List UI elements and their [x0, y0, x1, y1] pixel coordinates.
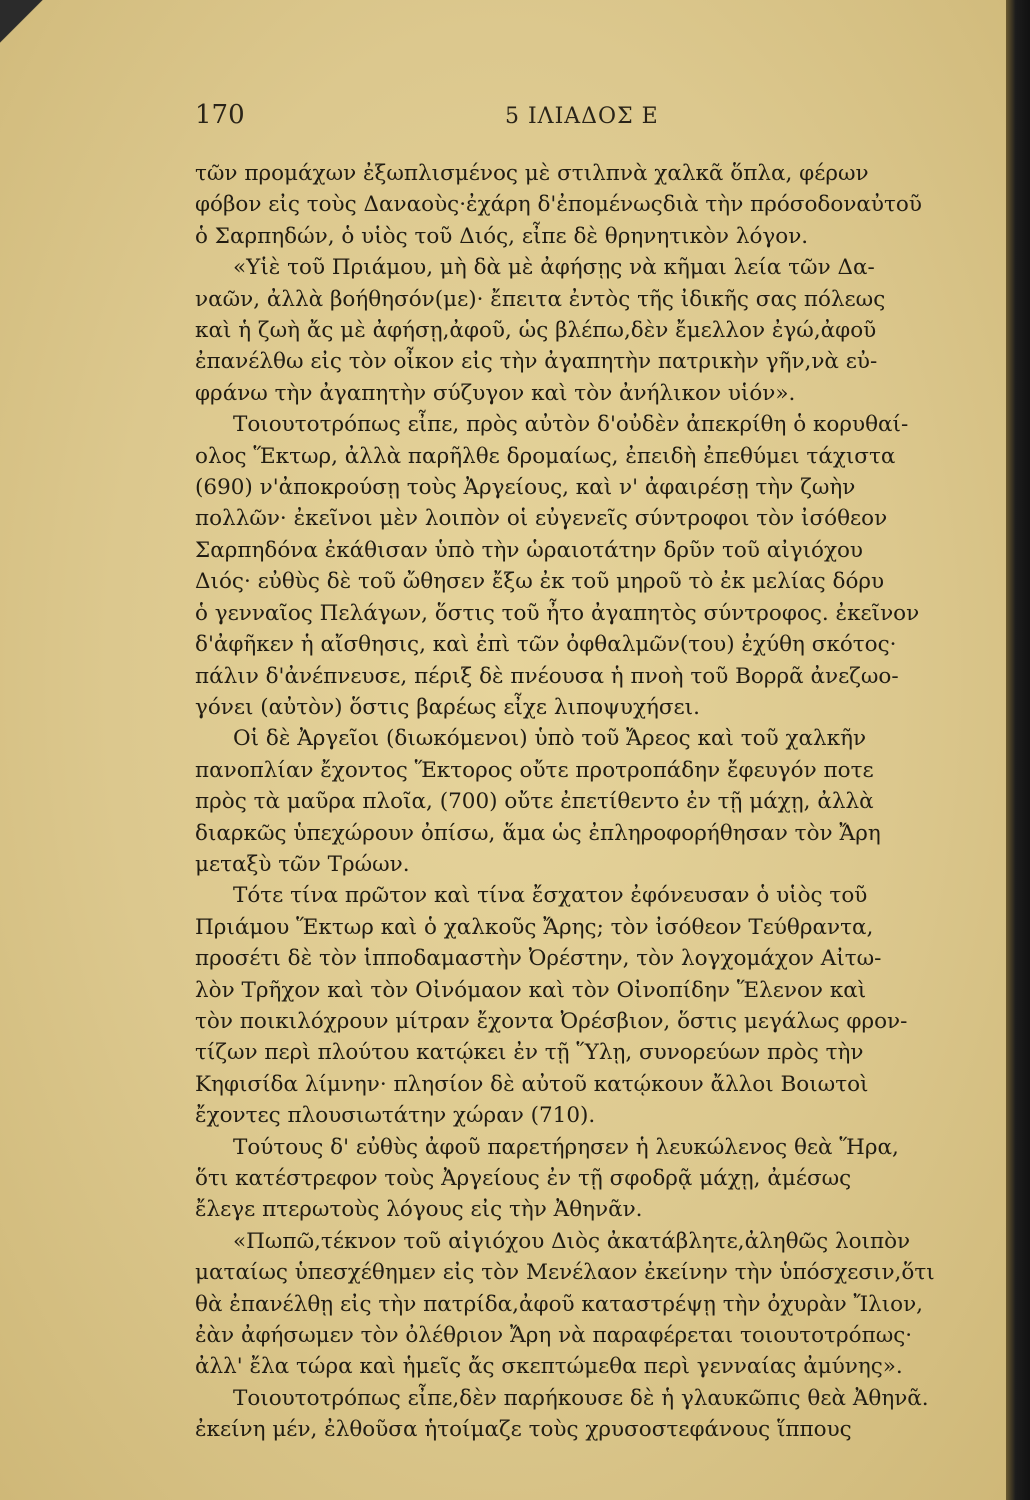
text-line: Κηφισίδα λίμνην· πλησίον δὲ αὐτοῦ κατῴκουν ἄλλοι Βοιωτοὶ	[195, 1071, 869, 1097]
body-text	[195, 158, 940, 1446]
text-line: ὁ γενναῖος Πελάγων, ὅστις τοῦ ἦτο ἀγαπητὸς σύντροφος. ἐκεῖνον	[195, 600, 920, 626]
text-line: θὰ ἐπανέλθῃ εἰς τὴν πατρίδα,ἀφοῦ καταστρέψῃ τὴν ὀχυρὰν Ἴλιον,	[195, 1291, 924, 1317]
text-line: προσέτι δὲ τὸν ἱπποδαμαστὴν Ὀρέστην, τὸν λογχομάχον Αἰτω-	[195, 946, 882, 972]
text-line: γόνει (αὐτὸν) ὅστις βαρέως εἶχε λιποψυχήσει.	[195, 694, 700, 720]
text-line: ἀλλ' ἔλα τώρα καὶ ἡμεῖς ἄς σκεπτώμεθα περὶ γενναίας ἀμύνης».	[195, 1354, 903, 1380]
text-line: Τότε τίνα πρῶτον καὶ τίνα ἔσχατον ἐφόνευσαν ὁ υἱὸς τοῦ	[233, 883, 868, 909]
text-line: διαρκῶς ὑπεχώρουν ὀπίσω, ἅμα ὡς ἐπληροφορήθησαν τὸν Ἄρη	[195, 820, 881, 846]
text-line: πρὸς τὰ μαῦρα πλοῖα, (700) οὔτε ἐπετίθεντο ἐν τῇ μάχῃ, ἀλλὰ	[195, 789, 874, 815]
text-line: τὸν ποικιλόχρουν μίτραν ἔχοντα Ὀρέσβιον, ὅστις μεγάλως φρον-	[195, 1008, 908, 1034]
torn-corner	[0, 0, 70, 50]
text-line: λὸν Τρῆχον καὶ τὸν Οἰνόμαον καὶ τὸν Οἰνοπίδην Ἕλενον καὶ	[195, 977, 867, 1003]
text-line: ματαίως ὑπεσχέθημεν εἰς τὸν Μενέλαον ἐκείνην τὴν ὑπόσχεσιν,ὅτι	[195, 1260, 935, 1286]
text-line: πολλῶν· ἐκεῖνοι μὲν λοιπὸν οἱ εὐγενεῖς σύντροφοι τὸν ἰσόθεον	[195, 506, 888, 532]
text-line: ἔχοντες πλουσιωτάτην χώραν (710).	[195, 1103, 596, 1129]
text-line: φόβον εἰς τοὺς Δαναοὺς·ἐχάρη δ'ἐπομένωςδιὰ τὴν πρόσοδοναὐτοῦ	[195, 192, 922, 218]
text-line: «Υἱὲ τοῦ Πριάμου, μὴ δὰ μὲ ἀφήσῃς νὰ κῆμαι λεία τῶν Δα-	[233, 255, 875, 281]
text-line: Τοιουτοτρόπως εἶπε, πρὸς αὐτὸν δ'οὐδὲν ἀπεκρίθη ὁ κορυθαί-	[233, 412, 909, 438]
text-line: Διός· εὐθὺς δὲ τοῦ ὤθησεν ἔξω ἐκ τοῦ μηροῦ τὸ ἐκ μελίας δόρυ	[195, 569, 885, 595]
text-line: φράνω τὴν ἀγαπητὴν σύζυγον καὶ τὸν ἀνήλικον υἱόν».	[195, 380, 796, 406]
text-line: ὁ Σαρπηδών, ὁ υἱὸς τοῦ Διός, εἶπε δὲ θρηνητικὸν λόγον.	[195, 223, 809, 249]
book-spine-edge	[1006, 0, 1030, 1500]
text-line: ἐκείνη μέν, ἐλθοῦσα ἡτοίμαζε τοὺς χρυσοστεφάνους ἵππους	[195, 1417, 852, 1443]
text-line: Σαρπηδόνα ἐκάθισαν ὑπὸ τὴν ὡραιοτάτην δρῦν τοῦ αἰγιόχου	[195, 537, 863, 563]
page-header	[195, 100, 935, 140]
text-line: ὅτι κατέστρεφον τοὺς Ἀργείους ἐν τῇ σφοδρᾷ μάχῃ, ἀμέσως	[195, 1166, 852, 1191]
text-line: (690) ν'ἀποκρούσῃ τοὺς Ἀργείους, καὶ ν' ἀφαιρέσῃ τὴν ζωὴν	[195, 475, 856, 501]
running-title: 5 ΙΛΙΑΔΟΣ Ε	[505, 104, 659, 129]
text-line: ολος Ἕκτωρ, ἀλλὰ παρῆλθε δρομαίως, ἐπειδὴ ἐπεθύμει τάχιστα	[195, 443, 896, 469]
text-line: ναῶν, ἀλλὰ βοήθησόν(με)· ἔπειτα ἐντὸς τῆς ἰδικῆς σας πόλεως	[195, 286, 886, 312]
text-line: ἔλεγε πτερωτοὺς λόγους εἰς τὴν Ἀθηνᾶν.	[195, 1197, 643, 1223]
page-number: 170	[195, 100, 245, 130]
text-line: «Πωπῶ,τέκνον τοῦ αἰγιόχου Διὸς ἀκατάβλητε,ἀληθῶς λοιπὸν	[233, 1228, 911, 1254]
text-line: πανοπλίαν ἔχοντος Ἕκτορος οὔτε προτροπάδην ἔφευγόν ποτε	[195, 757, 874, 783]
text-line: Τούτους δ' εὐθὺς ἀφοῦ παρετήρησεν ἡ λευκώλενος θεὰ Ἥρα,	[233, 1134, 899, 1160]
text-line: μεταξὺ τῶν Τρώων.	[195, 851, 410, 877]
text-line: καὶ ἡ ζωὴ ἄς μὲ ἀφήσῃ,ἀφοῦ, ὡς βλέπω,δὲν ἔμελλον ἐγώ,ἀφοῦ	[195, 318, 877, 344]
text-line: τίζων περὶ πλούτου κατῴκει ἐν τῇ Ὕλῃ, συνορεύων πρὸς τὴν	[195, 1040, 864, 1066]
text-line: δ'ἀφῆκεν ἡ αἴσθησις, καὶ ἐπὶ τῶν ὀφθαλμῶν(του) ἐχύθη σκότος·	[195, 632, 897, 658]
text-line: ἐὰν ἀφήσωμεν τὸν ὀλέθριον Ἄρη νὰ παραφέρεται τοιουτοτρόπως·	[195, 1323, 913, 1349]
text-line: Οἱ δὲ Ἀργεῖοι (διωκόμενοι) ὑπὸ τοῦ Ἄρεος καὶ τοῦ χαλκῆν	[233, 726, 867, 752]
text-line: Πριάμου Ἕκτωρ καὶ ὁ χαλκοῦς Ἄρης; τὸν ἰσόθεον Τεύθραντα,	[195, 914, 874, 940]
text-line: ἐπανέλθω εἰς τὸν οἶκον εἰς τὴν ἀγαπητὴν πατρικὴν γῆν,νὰ εὐ-	[195, 349, 878, 375]
text-line: τῶν προμάχων ἐξωπλισμένος μὲ στιλπνὰ χαλκᾶ ὅπλα, φέρων	[195, 161, 869, 186]
text-line: Τοιουτοτρόπως εἶπε,δὲν παρήκουσε δὲ ἡ γλαυκῶπις θεὰ Ἀθηνᾶ.	[233, 1385, 929, 1411]
text-line: πάλιν δ'ἀνέπνευσε, πέριξ δὲ πνέουσα ἡ πνοὴ τοῦ Βορρᾶ ἀνεζωο-	[195, 663, 899, 689]
